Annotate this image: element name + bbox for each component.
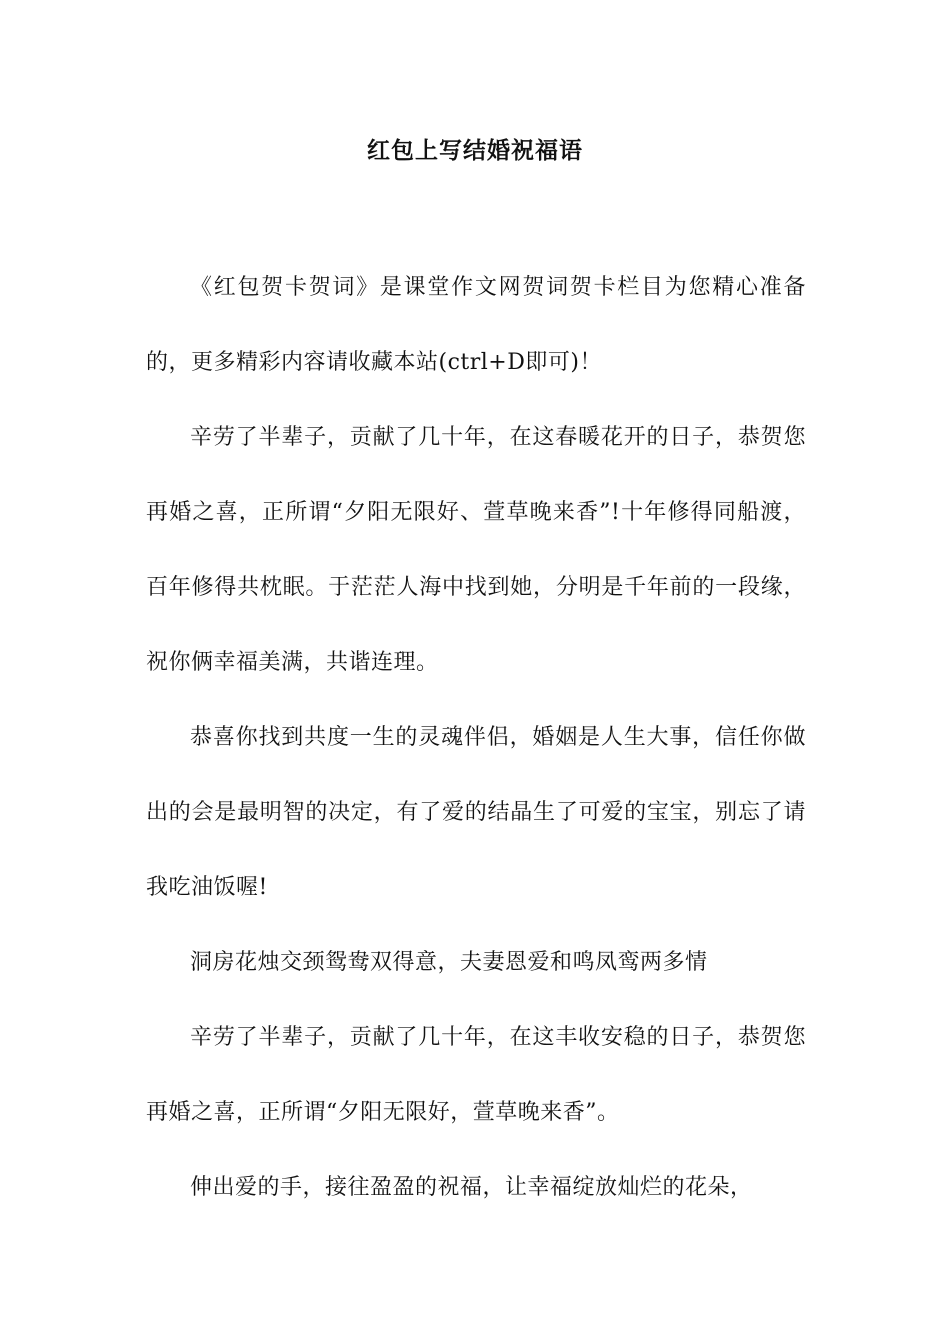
paragraph-blessing-3: 洞房花烛交颈鸳鸯双得意，夫妻恩爱和鸣凤鸾两多情	[190, 950, 708, 975]
paragraph-blessing-4: 辛劳了半辈子，贡献了几十年，在这丰收安稳的日子，恭贺您再婚之喜，正所谓“夕阳无限好，萱草晚来香”。	[146, 1025, 806, 1125]
document-title: 红包上写结婚祝福语	[367, 138, 583, 164]
paragraph-blessing-1: 辛劳了半辈子，贡献了几十年，在这春暖花开的日子，恭贺您再婚之喜，正所谓“夕阳无限好、萱草晚来香”!十年修得同船渡，百年修得共枕眠。于茫茫人海中找到她，分明是千年前的一段缘，祝你俩幸福美满，共谐连理。	[146, 425, 806, 675]
document-body	[146, 250, 806, 1225]
paragraph-blessing-2: 恭喜你找到共度一生的灵魂伴侣，婚姻是人生大事，信任你做出的会是最明智的决定，有了爱的结晶生了可爱的宝宝，别忘了请我吃油饭喔!	[146, 725, 806, 900]
paragraph-blessing-5: 伸出爱的手，接往盈盈的祝福，让幸福绽放灿烂的花朵，	[190, 1175, 753, 1200]
paragraph-intro: 《红包贺卡贺词》是课堂作文网贺词贺卡栏目为您精心准备的，更多精彩内容请收藏本站(ctrl+D即可)！	[146, 275, 806, 375]
